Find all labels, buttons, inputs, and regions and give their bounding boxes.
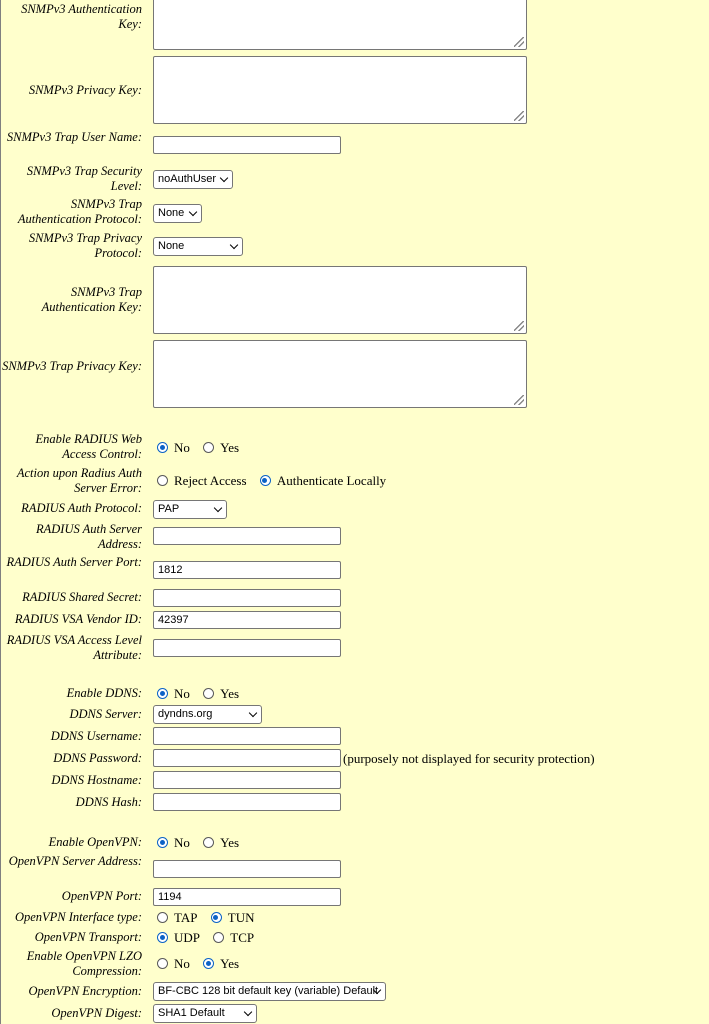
- option-label: No: [174, 835, 190, 850]
- radius-server-address-input[interactable]: [153, 527, 341, 545]
- select-value: None: [158, 207, 185, 219]
- radius-error-action-label: Action upon Radius Auth Server Error:: [16, 466, 142, 495]
- radius-enable-label: Enable RADIUS Web Access Control:: [35, 432, 142, 461]
- radius-access-level-label: RADIUS VSA Access Level Attribute:: [6, 633, 142, 662]
- radius-enable-yes[interactable]: [203, 440, 239, 455]
- ddns-enable-yes[interactable]: [203, 686, 239, 701]
- openvpn-lzo-yes[interactable]: [203, 956, 239, 971]
- snmpv3-trap-priv-key-label: SNMPv3 Trap Privacy Key:: [2, 359, 142, 373]
- option-label: Yes: [220, 956, 240, 971]
- radio-icon[interactable]: [203, 837, 214, 848]
- select-value: BF-CBC 128 bit default key (variable) Default: [158, 985, 379, 997]
- snmpv3-trap-security-label: SNMPv3 Trap Security Level:: [26, 164, 142, 193]
- select-value: None: [158, 240, 185, 252]
- select-value: PAP: [158, 503, 180, 515]
- ddns-password-input[interactable]: [153, 749, 341, 767]
- radio-selected-icon[interactable]: [157, 932, 168, 943]
- openvpn-lzo-label: Enable OpenVPN LZO Compression:: [26, 949, 142, 978]
- radius-enable-no[interactable]: [157, 440, 190, 455]
- openvpn-lzo-radio-group: [157, 956, 249, 972]
- snmpv3-trap-priv-proto-label: SNMPv3 Trap Privacy Protocol:: [28, 231, 142, 260]
- radius-error-action-radio-group: [157, 473, 396, 489]
- openvpn-lzo-no[interactable]: [157, 956, 190, 971]
- radius-server-port-input[interactable]: 1812: [153, 561, 341, 579]
- snmpv3-trap-user-label: SNMPv3 Trap User Name:: [6, 130, 142, 144]
- ddns-enable-no[interactable]: [157, 686, 190, 701]
- radio-selected-icon[interactable]: [157, 837, 168, 848]
- openvpn-transport-label: OpenVPN Transport:: [34, 930, 142, 944]
- ddns-hostname-input[interactable]: [153, 771, 341, 789]
- radio-selected-icon[interactable]: [157, 442, 168, 453]
- resize-grip-icon[interactable]: [514, 37, 524, 47]
- radio-selected-icon[interactable]: [157, 688, 168, 699]
- option-label: Yes: [220, 440, 240, 455]
- select-value: SHA1 Default: [158, 1007, 225, 1019]
- option-label: Reject Access: [174, 473, 247, 488]
- snmpv3-auth-key-label: SNMPv3 Authentication Key:: [21, 2, 142, 31]
- ddns-enable-label: Enable DDNS:: [66, 686, 142, 700]
- radio-icon[interactable]: [203, 442, 214, 453]
- radius-error-reject[interactable]: [157, 473, 247, 488]
- openvpn-port-input[interactable]: 1194: [153, 888, 341, 906]
- radio-selected-icon[interactable]: [260, 475, 271, 486]
- radius-enable-radio-group: [157, 440, 249, 456]
- snmpv3-trap-auth-proto-select[interactable]: [153, 204, 202, 223]
- option-label: Authenticate Locally: [276, 473, 387, 488]
- radio-icon[interactable]: [157, 958, 168, 969]
- snmpv3-trap-priv-key-textarea[interactable]: [153, 340, 527, 408]
- snmpv3-auth-key-textarea[interactable]: [153, 0, 527, 50]
- openvpn-server-address-input[interactable]: [153, 860, 341, 878]
- radio-selected-icon[interactable]: [211, 912, 222, 923]
- option-label: TCP: [230, 930, 255, 945]
- radius-vendor-id-input[interactable]: 42397: [153, 611, 341, 629]
- chevron-down-icon: [189, 208, 197, 216]
- snmpv3-trap-auth-key-textarea[interactable]: [153, 266, 527, 334]
- resize-grip-icon[interactable]: [514, 395, 524, 405]
- snmpv3-privacy-key-textarea[interactable]: [153, 56, 527, 124]
- resize-grip-icon[interactable]: [514, 321, 524, 331]
- option-label: No: [174, 686, 190, 701]
- ddns-hash-input[interactable]: [153, 793, 341, 811]
- option-label: No: [174, 440, 190, 455]
- ddns-server-select[interactable]: [153, 705, 262, 724]
- option-label: Yes: [220, 686, 240, 701]
- select-value: noAuthUser: [158, 173, 217, 185]
- snmpv3-trap-user-input[interactable]: [153, 136, 341, 154]
- radius-server-address-label: RADIUS Auth Server Address:: [36, 522, 142, 551]
- radio-icon[interactable]: [157, 912, 168, 923]
- snmpv3-trap-priv-proto-select[interactable]: [153, 237, 243, 256]
- chevron-down-icon: [220, 174, 228, 182]
- snmpv3-trap-auth-key-label: SNMPv3 Trap Authentication Key:: [41, 285, 142, 314]
- radius-access-level-input[interactable]: [153, 639, 341, 657]
- radius-protocol-label: RADIUS Auth Protocol:: [21, 501, 142, 515]
- openvpn-digest-label: OpenVPN Digest:: [51, 1006, 142, 1020]
- radio-icon[interactable]: [157, 475, 168, 486]
- snmpv3-trap-security-select[interactable]: [153, 170, 233, 189]
- radius-shared-secret-label: RADIUS Shared Secret:: [22, 590, 142, 604]
- openvpn-enable-radio-group: [157, 835, 249, 851]
- openvpn-enable-no[interactable]: [157, 835, 190, 850]
- ddns-password-label: DDNS Password:: [53, 751, 142, 765]
- openvpn-encryption-select[interactable]: [153, 982, 386, 1001]
- radius-server-port-label: RADIUS Auth Server Port:: [6, 555, 142, 569]
- chevron-down-icon: [230, 241, 238, 249]
- ddns-username-label: DDNS Username:: [50, 729, 142, 743]
- openvpn-transport-tcp[interactable]: [213, 930, 254, 945]
- openvpn-transport-radio-group: [157, 930, 264, 946]
- ddns-password-note: (purposely not displayed for security protection): [343, 751, 595, 766]
- chevron-down-icon: [244, 1008, 252, 1016]
- openvpn-digest-select[interactable]: [153, 1004, 257, 1023]
- radius-protocol-select[interactable]: [153, 500, 227, 519]
- chevron-down-icon: [214, 504, 222, 512]
- openvpn-transport-udp[interactable]: [157, 930, 200, 945]
- snmpv3-trap-auth-proto-label: SNMPv3 Trap Authentication Protocol:: [17, 197, 142, 226]
- openvpn-interface-radio-group: [157, 910, 265, 926]
- openvpn-interface-tun[interactable]: [211, 910, 255, 925]
- radius-shared-secret-input[interactable]: [153, 589, 341, 607]
- ddns-username-input[interactable]: [153, 727, 341, 745]
- option-label: UDP: [174, 930, 201, 945]
- openvpn-server-address-label: OpenVPN Server Address:: [8, 854, 142, 868]
- select-value: dyndns.org: [158, 708, 213, 720]
- option-label: TUN: [227, 910, 255, 925]
- ddns-enable-radio-group: [157, 686, 249, 702]
- radius-error-auth-local[interactable]: [260, 473, 386, 488]
- ddns-hash-label: DDNS Hash:: [75, 795, 142, 809]
- openvpn-enable-yes[interactable]: [203, 835, 239, 850]
- option-label: TAP: [174, 910, 198, 925]
- ddns-hostname-label: DDNS Hostname:: [51, 773, 142, 787]
- openvpn-encryption-label: OpenVPN Encryption:: [28, 984, 142, 998]
- radio-icon[interactable]: [213, 932, 224, 943]
- ddns-server-label: DDNS Server:: [69, 707, 142, 721]
- openvpn-interface-label: OpenVPN Interface type:: [14, 910, 142, 924]
- option-label: No: [174, 956, 190, 971]
- radius-vendor-id-label: RADIUS VSA Vendor ID:: [14, 612, 142, 626]
- radio-icon[interactable]: [203, 688, 214, 699]
- openvpn-enable-label: Enable OpenVPN:: [48, 835, 142, 849]
- openvpn-port-label: OpenVPN Port:: [61, 889, 142, 903]
- option-label: Yes: [220, 835, 240, 850]
- openvpn-interface-tap[interactable]: [157, 910, 198, 925]
- radio-selected-icon[interactable]: [203, 958, 214, 969]
- snmpv3-privacy-key-label: SNMPv3 Privacy Key:: [28, 83, 142, 97]
- chevron-down-icon: [249, 709, 257, 717]
- resize-grip-icon[interactable]: [514, 111, 524, 121]
